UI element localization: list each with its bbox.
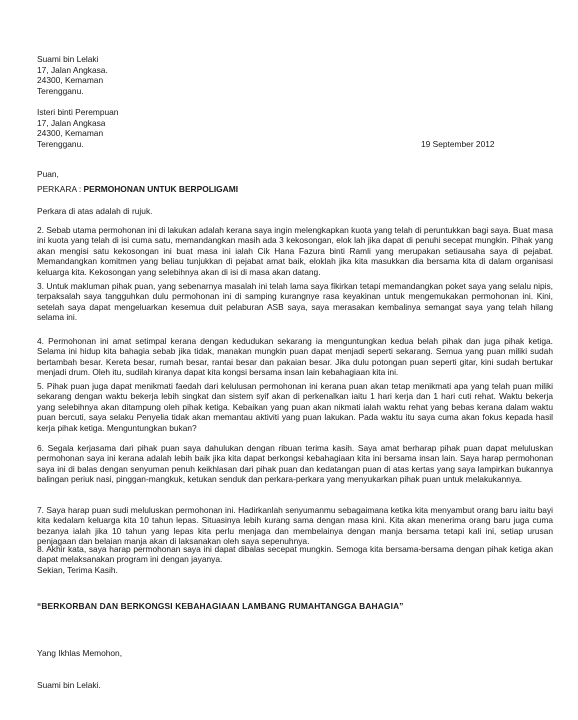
recipient-line: Terengganu. <box>37 138 84 149</box>
recipient-address <box>37 107 118 149</box>
paragraph: 5. Pihak puan juga dapat menikmati faedah dari kelulusan permohonan ini kerana puan akan tetap menikmati apa yang telah puan miliki sekarang dengan waktu bekerja lebih singkat dan sistem syif akan di perkenalkan iaitu 1 hari kerja dan 1 hari cuti rehat. Waktu bekerja yang selebihnya akan ditampung oleh pihak ketiga. Kebaikan yang puan akan nikmati ialah waktu rehat yang bebas kerana dalam waktu puan bercuti, saya selaku Penyelia tidak akan memantau aktiviti yang puan lakukan. Pada waktu itu saya cuma akan fokus kepada hasil kerja pihak ketiga. Menguntungkan bukan? <box>37 381 553 433</box>
recipient-name: Isteri binti Perempuan <box>37 107 119 117</box>
subject-text: PERMOHONAN UNTUK BERPOLIGAMI <box>83 184 239 194</box>
signature-name: Suami bin Lelaki. <box>37 680 101 690</box>
sender-line: 24300, Kemaman <box>37 75 104 86</box>
letter-date: 19 September 2012 <box>421 139 495 149</box>
closing-thanks: Sekian, Terima Kasih. <box>37 565 118 575</box>
motto: “BERKORBAN DAN BERKONGSI KEBAHAGIAAN LAMBANG RUMAHTANGGA BAHAGIA” <box>37 601 404 611</box>
intro-line: Perkara di atas adalah di rujuk. <box>37 206 153 216</box>
paragraph: 8. Akhir kata, saya harap permohonan saya ini dapat dibalas secepat mungkin. Semoga kita bersama-bersama dengan pihak ketiga akan dapat melaksanakan program ini dengan jayanya. <box>37 544 553 565</box>
paragraph: 6. Segala kerjasama dari pihak puan saya dahulukan dengan ribuan terima kasih. Saya amat berharap pihak puan dapat meluluskan permohonan saya ini kerana adalah lebih baik jika kita dapat berkongsi kebahagiaan kita ini bersama insan lain. Saya harap permohonan saya ini di balas dengan senyuman penuh keikhlasan dari pihak puan dan kedatangan puan di atas kertas yang saya lampirkan bukannya balingan periuk nasi, pinggan-mangkuk, ketukan senduk dan perkara-perkara yang menyukarkan pihak puan untuk melakukannya. <box>37 443 553 485</box>
paragraph: 7. Saya harap puan sudi meluluskan permohonan ini. Hadirkanlah senyumanmu sebagaimana ketika kita menyambut orang baru iaitu bayi kita kedalam keluarga kita 10 tahun lepas. Situasinya lebih kurang sama dengan masa kini. Kita akan menerima orang baru juga cuma bezanya ialah jika 10 tahun yang lepas kita perlu menjaga dan membelainya dengan manja bersama tetapi kali ini, setiap urusan penjagaan dan belaian manja akan di laksanakan oleh saya sepenuhnya. <box>37 505 553 547</box>
recipient-line: 17, Jalan Angkasa <box>37 117 106 128</box>
paragraph: 3. Untuk makluman pihak puan, yang sebenarnya masalah ini telah lama saya fikirkan tetapi memandangkan poket saya yang selalu nipis, terpaksalah saya tangguhkan dulu permohonan ini di samping kurangnye rasa keyakinan untuk mengemukakan permohonan ini. Kini, setelah saya dapat mengeluarkan kesemua duit pelaburan ASB saya, saya merasakan kembalinya semangat saya yang telah hilang selama ini. <box>37 281 553 323</box>
sender-line: 17, Jalan Angkasa. <box>37 64 108 75</box>
sender-address <box>37 54 108 96</box>
recipient-line: 24300, Kemaman <box>37 128 104 139</box>
paragraph: 2. Sebab utama permohonan ini di lakukan adalah kerana saya ingin melengkapkan kuota yang telah di peruntukkan bagi saya. Buat masa ini kuota yang telah di isi cuma satu, memandangkan masih ada 3 kekosongan, elok lah jika dapat di penuhi secepat mungkin. Pihak yang akan mengisi satu kekosongan ini buat masa ini ialah Cik Hana Fazura binti Ramli yang merupakan setiausaha saya di pejabat. Memandangkan komitmen yang beliau tunjukkan di pejabat amat baik, eloklah jika kita masukkan dia bersama kita di dalam organisasi keluarga kita. Kekosongan yang selebihnya akan di isi di masa akan datang. <box>37 225 553 277</box>
sender-name: Suami bin Lelaki <box>37 54 99 64</box>
subject-line <box>37 184 238 194</box>
salutation: Puan, <box>37 169 59 179</box>
paragraph: 4. Permohonan ini amat setimpal kerana dengan kedudukan sekarang ia menguntungkan kedua belah pihak dan juga pihak ketiga. Selama ini hidup kita bahagia sebab jika tidak, manakan mungkin puan dapat menjadi seperti sekarang. Semua yang puan miliki sudah bertambah besar. Kereta besar, rumah besar, rantai besar dan pakaian besar. Jika dulu potongan puan seperti gitar, kini sudah bertukar menjadi drum. Oleh itu, sudilah kiranya dapat kita kongsi bersama insan lain kebahagiaan kita ini. <box>37 336 553 378</box>
subject-label: PERKARA : <box>37 184 82 194</box>
sender-line: Terengganu. <box>37 85 84 96</box>
sign-off: Yang Ikhlas Memohon, <box>37 648 123 658</box>
